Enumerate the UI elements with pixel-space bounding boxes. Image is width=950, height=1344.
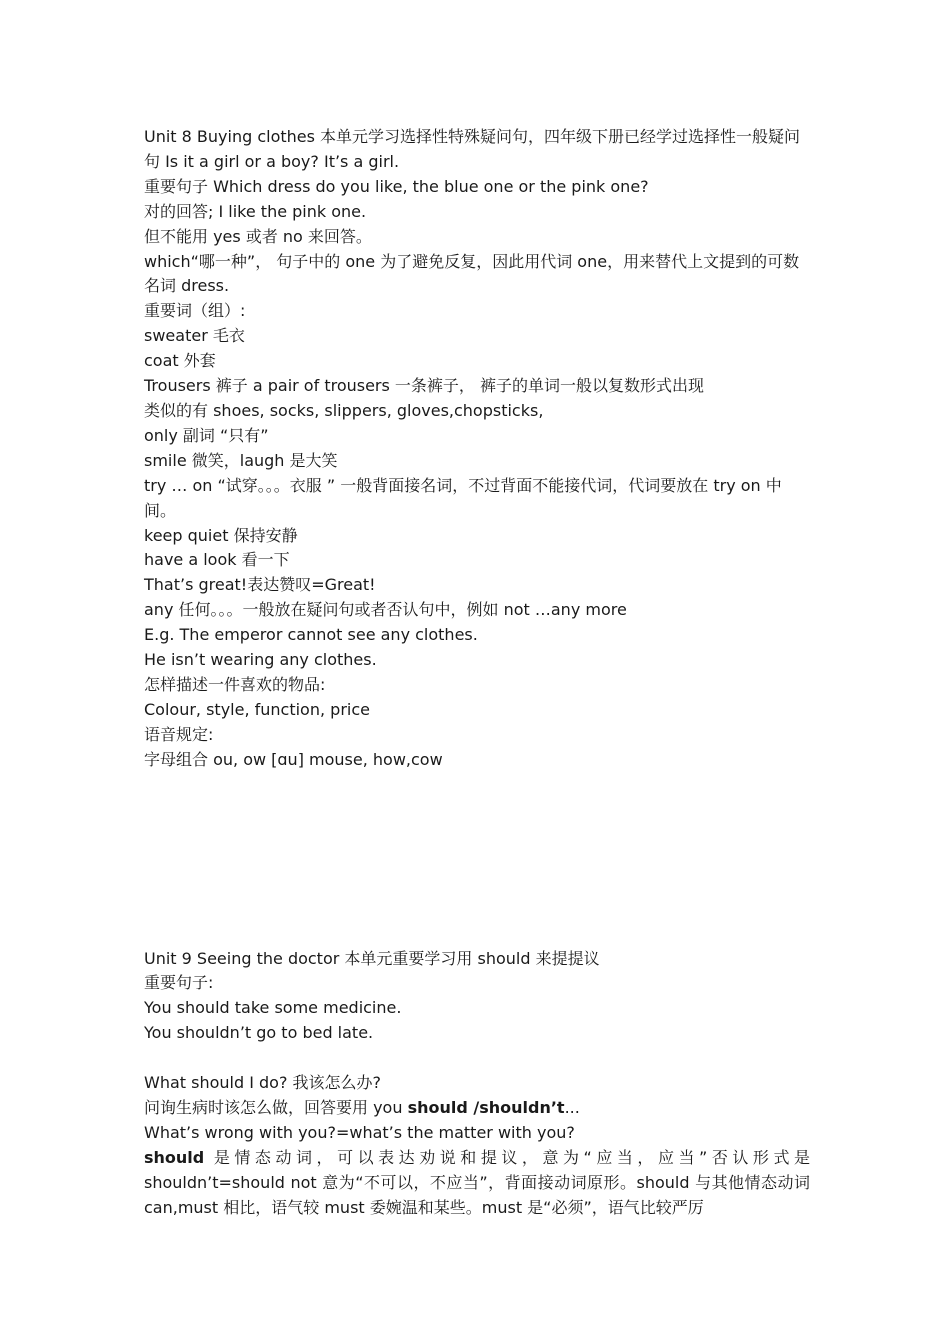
- ask-suffix: ...: [564, 1097, 580, 1117]
- phrase-item: That’s great!表达赞叹=Great!: [144, 575, 376, 595]
- phonics-heading: 语音规定:: [144, 724, 214, 744]
- example-sentence: He isn’t wearing any clothes.: [144, 650, 377, 670]
- should-paragraph: [144, 1146, 810, 1221]
- unit9-line: You should take some medicine.: [144, 998, 402, 1018]
- phrase-item: have a look 看一下: [144, 550, 290, 570]
- ask-line: [144, 1096, 810, 1121]
- phonics-item: 字母组合 ou, ow [ɑu] mouse, how,cow: [144, 749, 443, 769]
- describe-item: Colour, style, function, price: [144, 699, 370, 719]
- which-note: which“哪一种”， 句子中的 one 为了避免反复，因此用代词 one，用来替代上文提到的可数名词 dress.: [144, 251, 800, 296]
- try-on-note: try … on “试穿。。。衣服 ” 一般背面接名词，不过背面不能接代词，代词要放在 try on 中间。: [144, 475, 782, 520]
- whats-wrong-line: What’s wrong with you?=what’s the matter with you?: [144, 1122, 575, 1142]
- vocab-item: sweater 毛衣: [144, 326, 245, 346]
- vocab-item: 类似的有 shoes, socks, slippers, gloves,chopsticks,: [144, 400, 544, 420]
- unit8-intro: Unit 8 Buying clothes 本单元学习选择性特殊疑问句，四年级下册已经学过选择性一般疑问句 Is it a girl or a boy? It’s a girl.: [144, 127, 801, 171]
- vocab-item: smile 微笑，laugh 是大笑: [144, 450, 338, 470]
- unit9-line: You shouldn’t go to bed late.: [144, 1023, 374, 1043]
- should-bold: should: [144, 1147, 205, 1167]
- unit8-line: 对的回答; I like the pink one.: [144, 201, 367, 221]
- vocab-item: only 副词 “只有”: [144, 425, 269, 445]
- example-sentence: E.g. The emperor cannot see any clothes.: [144, 625, 478, 645]
- should-text: 是情态动词，可以表达劝说和提议，意为“应当，应当”否认形式是 shouldn’t=should not 意为“不可以，不应当”，背面接动词原形。should 与其他情态动词 can,must 相比，语气较 must 委婉温和某些。must 是“必须”，语气比较严厉: [144, 1147, 810, 1217]
- what-should-line: What should I do? 我该怎么办?: [144, 1073, 382, 1093]
- unit8-line: 但不能用 yes 或者 no 来回答。: [144, 226, 372, 246]
- ask-bold: should /shouldn’t: [407, 1097, 565, 1117]
- describe-heading: 怎样描述一件喜欢的物品:: [144, 674, 326, 694]
- vocab-item: coat 外套: [144, 351, 216, 371]
- phrase-item: keep quiet 保持安静: [144, 525, 298, 545]
- document-page: [144, 125, 810, 1221]
- vocab-item: Trousers 裤子 a pair of trousers 一条裤子， 裤子的单词一般以复数形式出现: [144, 376, 705, 396]
- vocab-heading: 重要词（组）:: [144, 301, 246, 321]
- ask-prefix: 问询生病时该怎么做，回答要用 you: [144, 1097, 408, 1117]
- unit9-line: 重要句子:: [144, 973, 214, 993]
- phrase-item: any 任何。。。一般放在疑问句或者否认句中，例如 not …any more: [144, 600, 627, 620]
- unit9-title: Unit 9 Seeing the doctor 本单元重要学习用 should 来提提议: [144, 948, 600, 968]
- section-gap: [144, 773, 810, 947]
- blank-line: [144, 1046, 810, 1071]
- unit8-line: 重要句子 Which dress do you like, the blue one or the pink one?: [144, 176, 649, 196]
